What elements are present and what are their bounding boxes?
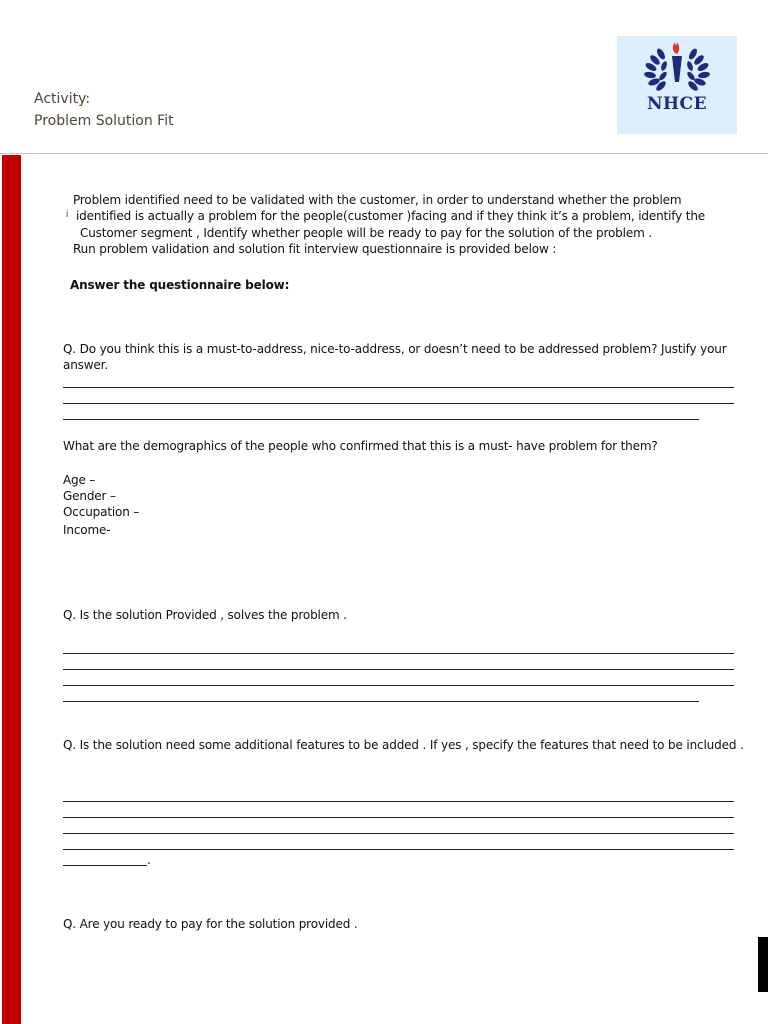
intro-line-2: identified is actually a problem for the people(customer )facing and if they think it’s a problem, identify the (76, 209, 706, 223)
activity-title: Problem Solution Fit (34, 113, 174, 129)
answer-line[interactable] (63, 419, 699, 420)
bullet-marker: i (66, 209, 69, 220)
intro-line-3: Customer segment , Identify whether people will be ready to pay for the solution of the problem . (80, 226, 652, 240)
answer-line[interactable] (63, 817, 734, 818)
field-age: Age – (63, 473, 96, 487)
answer-end-mark: . (147, 853, 151, 867)
logo-text: NHCE (646, 94, 708, 114)
field-occupation: Occupation – (63, 505, 140, 519)
answer-line[interactable] (63, 849, 734, 850)
question-1-line-2: answer. (63, 358, 109, 372)
answer-line[interactable] (63, 403, 734, 404)
answer-line[interactable] (63, 669, 734, 670)
question-2: Q. Is the solution Provided , solves the problem . (63, 608, 347, 622)
nhce-logo-wreath-icon (617, 36, 737, 134)
activity-label: Activity: (34, 91, 91, 107)
intro-line-1: Problem identified need to be validated with the customer, in order to understand whether the problem (73, 193, 682, 207)
answer-line[interactable] (63, 701, 699, 702)
field-gender: Gender – (63, 489, 116, 503)
answer-line[interactable] (63, 387, 734, 388)
torch-flame-icon (673, 42, 679, 54)
sidebar-accent-bar (2, 155, 21, 1024)
activity-header (34, 88, 174, 132)
question-4: Q. Are you ready to pay for the solution provided . (63, 917, 358, 931)
answer-line[interactable] (63, 653, 734, 654)
question-1-line-1: Q. Do you think this is a must-to-address, nice-to-address, or doesn’t need to be addressed problem? Justify your (63, 342, 727, 356)
demographics-question: What are the demographics of the people who confirmed that this is a must- have problem for them? (63, 439, 658, 453)
answer-line[interactable] (63, 685, 734, 686)
header-divider (0, 153, 768, 154)
intro-line-4: Run problem validation and solution fit interview questionnaire is provided below : (73, 242, 557, 256)
answer-line[interactable] (63, 833, 734, 834)
answer-line[interactable] (63, 865, 147, 866)
edge-tab (758, 937, 768, 992)
answer-line[interactable] (63, 801, 734, 802)
field-income: Income- (63, 523, 111, 537)
answer-heading: Answer the questionnaire below: (70, 278, 290, 292)
question-3: Q. Is the solution need some additional features to be added . If yes , specify the features that need to be included . (63, 738, 744, 752)
nhce-logo (617, 36, 737, 134)
